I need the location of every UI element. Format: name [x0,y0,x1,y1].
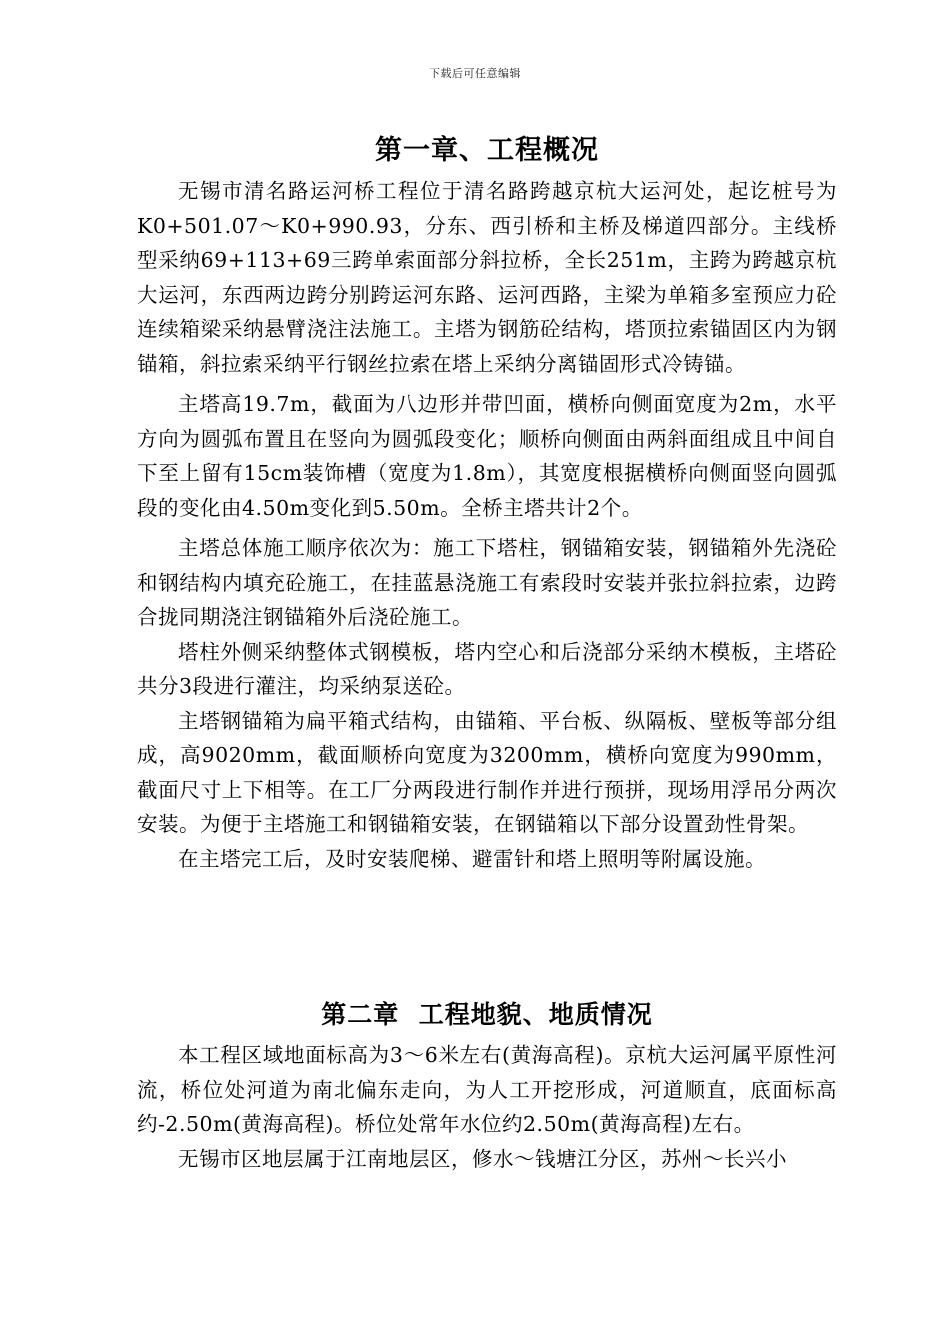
chapter-1-title: 第一章、工程概况 [375,135,599,166]
chapter-2-paragraph: 无锡市区地层属于江南地层区，修水～钱塘江分区，苏州～长兴小 [178,1146,787,1171]
chapter-1-paragraph: 塔柱外侧采纳整体式钢模板，塔内空心和后浇部分采纳木模板，主塔砼共分3段进行灌注，均采纳泵送砼。 [137,639,837,698]
chapter-1-paragraph: 主塔高19.7m，截面为八边形并带凹面，横桥向侧面宽度为2m，水平方向为圆弧布置且在竖向为圆弧段变化；顺桥向侧面由两斜面组成且中间自下至上留有15cm装饰槽（宽度为1.8m），其宽度根据横桥向侧面竖向圆弧段的变化由4.50m变化到5.50m。全桥主塔共计2个。 [137,392,837,520]
page-header: 下载后可任意编辑 [429,67,521,80]
chapter-1-section [137,128,837,876]
chapter-1-paragraph: 无锡市清名路运河桥工程位于清名路跨越京杭大运河处，起讫桩号为K0+501.07～K0+990.93，分东、西引桥和主桥及梯道四部分。主线桥型采纳69+113+69三跨单索面部分斜拉桥，全长251m，主跨为跨越京杭大运河，东西两边跨分别跨运河东路、运河西路，主梁为单箱多室预应力砼连续箱梁采纳悬臂浇注法施工。主塔为钢筋砼结构，塔顶拉索锚固区内为钢锚箱，斜拉索采纳平行钢丝拉索在塔上采纳分离锚固形式冷铸锚。 [137,179,837,376]
chapter-2-section [137,992,837,1176]
chapter-1-paragraph: 主塔总体施工顺序依次为：施工下塔柱，钢锚箱安装，钢锚箱外先浇砼和钢结构内填充砼施工，在挂蓝悬浇施工有索段时安装并张拉斜拉索，边跨合拢同期浇注钢锚箱外后浇砼施工。 [137,536,837,629]
chapter-1-paragraph: 主塔钢锚箱为扁平箱式结构，由锚箱、平台板、纵隔板、壁板等部分组成，高9020mm，截面顺桥向宽度为3200mm，横桥向宽度为990mm，截面尺寸上下相等。在工厂分两段进行制作并进行预拼，现场用浮吊分两次安装。为便于主塔施工和钢锚箱安装，在钢锚箱以下部分设置劲性骨架。 [137,708,837,836]
chapter-2-title: 第二章 工程地貌、地质情况 [321,1000,653,1029]
chapter-2-paragraph: 本工程区域地面标高为3～6米左右(黄海高程)。京杭大运河属平原性河流，桥位处河道为南北偏东走向，为人工开挖形成，河道顺直，底面标高约-2.50m(黄海高程)。桥位处常年水位约2.50m(黄海高程)左右。 [137,1043,837,1136]
chapter-1-paragraph: 在主塔完工后，及时安装爬梯、避雷针和塔上照明等附属设施。 [178,846,766,871]
